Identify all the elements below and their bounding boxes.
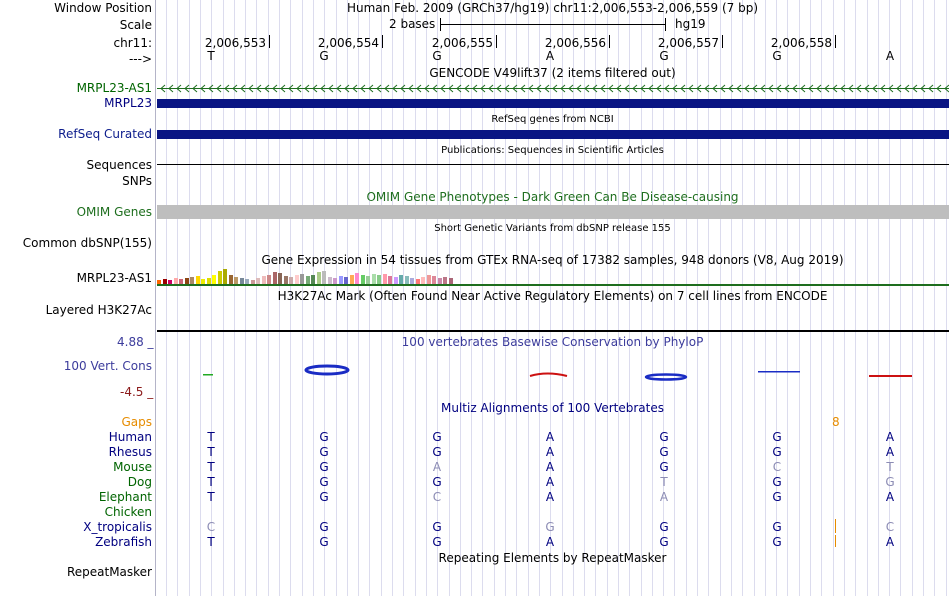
- gtex-tissue-bar[interactable]: [443, 277, 447, 284]
- gtex-tissue-bar[interactable]: [267, 275, 271, 284]
- base-letter: A: [545, 49, 555, 63]
- publications-line: [157, 164, 949, 165]
- h3k27ac-label[interactable]: Layered H3K27Ac: [45, 303, 152, 317]
- aligned-base: A: [545, 460, 555, 474]
- base-letter: A: [885, 49, 895, 63]
- gtex-tissue-bar[interactable]: [306, 276, 310, 284]
- gtex-tissue-bar[interactable]: [322, 271, 326, 284]
- strand-label: --->: [128, 52, 152, 66]
- base-letter: G: [432, 49, 442, 63]
- aligned-base: G: [432, 430, 442, 444]
- aligned-base: G: [772, 535, 782, 549]
- aligned-base: G: [772, 490, 782, 504]
- aligned-base: G: [659, 460, 669, 474]
- aligned-base: A: [885, 490, 895, 504]
- gtex-tissue-bar[interactable]: [218, 271, 222, 284]
- gtex-tissue-bar[interactable]: [427, 275, 431, 284]
- position-label: 2,006,554: [317, 36, 379, 50]
- base-letter: T: [207, 49, 215, 63]
- aligned-base: A: [545, 430, 555, 444]
- position-label: 2,006,557: [657, 36, 719, 50]
- aligned-base: G: [319, 535, 329, 549]
- publications-title: Publications: Sequences in Scientific Articles: [441, 145, 664, 156]
- aligned-base: G: [432, 445, 442, 459]
- gtex-tissue-bar[interactable]: [300, 274, 304, 284]
- gtex-tissue-bar[interactable]: [432, 276, 436, 284]
- gtex-tissue-bar[interactable]: [399, 275, 403, 284]
- aligned-base: A: [545, 445, 555, 459]
- omim-title: OMIM Gene Phenotypes - Dark Green Can Be Disease-causing: [366, 190, 739, 204]
- position-label: 2,006,556: [544, 36, 606, 50]
- aligned-base: T: [207, 460, 215, 474]
- position-label: 2,006,553: [204, 36, 266, 50]
- gencode-title: GENCODE V49lift37 (2 items filtered out): [429, 66, 676, 80]
- aligned-base: A: [885, 445, 895, 459]
- gtex-title: Gene Expression in 54 tissues from GTEx RNA-seq of 17382 samples, 948 donors (V8, Aug 2019): [261, 253, 844, 267]
- label-divider: [155, 0, 156, 596]
- gtex-tissue-bar[interactable]: [394, 277, 398, 284]
- aligned-base: A: [885, 535, 895, 549]
- gtex-tissue-bar[interactable]: [328, 277, 332, 284]
- aligned-base: G: [319, 460, 329, 474]
- refseq-label[interactable]: RefSeq Curated: [58, 127, 152, 141]
- aligned-base: T: [207, 445, 215, 459]
- gtex-tissue-bar[interactable]: [388, 276, 392, 284]
- gtex-tissue-bar[interactable]: [229, 275, 233, 284]
- gencode-item-mrpl23[interactable]: MRPL23: [104, 96, 152, 110]
- gap-marker-2: [835, 535, 836, 547]
- dbsnp-label[interactable]: Common dbSNP(155): [22, 236, 152, 250]
- aligned-base: T: [207, 535, 215, 549]
- gtex-tissue-bar[interactable]: [355, 273, 359, 284]
- gtex-tissue-bar[interactable]: [289, 277, 293, 284]
- snps-label[interactable]: SNPs: [122, 174, 152, 188]
- position-label: 2,006,555: [431, 36, 493, 50]
- gtex-tissue-bar[interactable]: [361, 275, 365, 284]
- cons-max: 4.88 _: [117, 335, 154, 349]
- species-label[interactable]: Rhesus: [108, 445, 152, 459]
- refseq-title: RefSeq genes from NCBI: [491, 114, 614, 125]
- position-tick: [496, 35, 497, 48]
- gtex-tissue-bar[interactable]: [311, 275, 315, 284]
- gtex-tissue-bar[interactable]: [284, 276, 288, 284]
- scale-text: 2 bases: [389, 17, 436, 31]
- omim-label[interactable]: OMIM Genes: [76, 205, 152, 219]
- scale-assembly: hg19: [675, 17, 706, 31]
- species-label[interactable]: Dog: [127, 475, 152, 489]
- position-tick: [609, 35, 610, 48]
- species-label[interactable]: Elephant: [98, 490, 152, 504]
- repeatmasker-title: Repeating Elements by RepeatMasker: [438, 551, 667, 565]
- gap-marker-1: [835, 519, 836, 533]
- gtex-label[interactable]: MRPL23-AS1: [76, 271, 152, 285]
- aligned-base: A: [885, 430, 895, 444]
- multiz-title: Multiz Alignments of 100 Vertebrates: [440, 401, 665, 415]
- omim-gene-bar[interactable]: [157, 205, 949, 219]
- gtex-tissue-bar[interactable]: [223, 269, 227, 284]
- aligned-base: G: [319, 520, 329, 534]
- aligned-base: T: [660, 475, 668, 489]
- gtex-tissue-bar[interactable]: [295, 275, 299, 284]
- position-tick: [722, 35, 723, 48]
- cons-mark-4: [646, 375, 686, 380]
- aligned-base: G: [659, 520, 669, 534]
- base-letter: G: [659, 49, 669, 63]
- aligned-base: G: [659, 430, 669, 444]
- base-letter: G: [772, 49, 782, 63]
- position-label: 2,006,558: [770, 36, 832, 50]
- aligned-base: G: [319, 445, 329, 459]
- aligned-base: G: [772, 520, 782, 534]
- aligned-base: T: [207, 490, 215, 504]
- chrom-label: chr11:: [113, 36, 152, 50]
- cons-mark-5: [758, 371, 800, 373]
- aligned-base: C: [206, 520, 216, 534]
- aligned-base: G: [772, 430, 782, 444]
- gtex-tissue-bar[interactable]: [339, 276, 343, 284]
- gtex-tissue-bar[interactable]: [317, 272, 321, 284]
- window-position-label: Window Position: [54, 1, 152, 15]
- gtex-tissue-bar[interactable]: [278, 273, 282, 284]
- aligned-base: G: [772, 445, 782, 459]
- aligned-base: G: [545, 520, 555, 534]
- aligned-base: G: [772, 475, 782, 489]
- aligned-base: G: [432, 535, 442, 549]
- gtex-tissue-bar[interactable]: [190, 277, 194, 284]
- aligned-base: G: [432, 520, 442, 534]
- species-label[interactable]: X_tropicalis: [83, 520, 152, 534]
- aligned-base: G: [319, 490, 329, 504]
- aligned-base: G: [432, 475, 442, 489]
- gtex-tissue-bar[interactable]: [234, 277, 238, 284]
- gtex-tissue-bar[interactable]: [262, 276, 266, 284]
- cons-mark-1: [203, 374, 213, 376]
- position-tick: [835, 35, 836, 48]
- aligned-base: A: [659, 490, 669, 504]
- position-tick: [382, 35, 383, 48]
- gtex-gene-line: [157, 284, 949, 286]
- aligned-base: T: [207, 430, 215, 444]
- cons-min: -4.5 _: [120, 385, 154, 399]
- aligned-base: A: [545, 490, 555, 504]
- aligned-base: G: [885, 475, 895, 489]
- gtex-tissue-bar[interactable]: [383, 274, 387, 284]
- aligned-base: T: [886, 460, 894, 474]
- gtex-tissue-bar[interactable]: [366, 276, 370, 284]
- h3k27ac-title: H3K27Ac Mark (Often Found Near Active Regulatory Elements) on 7 cell lines from ENCODE: [277, 289, 828, 303]
- gaps-label[interactable]: Gaps: [121, 415, 152, 429]
- gtex-tissue-bar[interactable]: [377, 275, 381, 284]
- aligned-base: C: [885, 520, 895, 534]
- species-label[interactable]: Human: [108, 430, 152, 444]
- aligned-base: T: [207, 475, 215, 489]
- cons-title: 100 vertebrates Basewise Conservation by PhyloP: [401, 335, 704, 349]
- cons-mark-3: [530, 374, 567, 377]
- cons-label[interactable]: 100 Vert. Cons: [63, 359, 152, 373]
- gtex-tissue-bar[interactable]: [421, 277, 425, 284]
- gtex-tissue-bar[interactable]: [212, 275, 216, 284]
- aligned-base: G: [659, 445, 669, 459]
- aligned-base: G: [319, 430, 329, 444]
- refseq-gene[interactable]: [157, 130, 949, 139]
- gtex-tissue-bar[interactable]: [273, 272, 277, 284]
- species-label[interactable]: Zebrafish: [95, 535, 152, 549]
- gtex-tissue-bar[interactable]: [372, 274, 376, 284]
- sequences-label[interactable]: Sequences: [86, 158, 152, 172]
- aligned-base: A: [545, 475, 555, 489]
- aligned-base: A: [432, 460, 442, 474]
- aligned-base: G: [659, 535, 669, 549]
- gtex-tissue-bar[interactable]: [344, 277, 348, 284]
- base-letter: G: [319, 49, 329, 63]
- aligned-base: C: [772, 460, 782, 474]
- gtex-tissue-bar[interactable]: [405, 276, 409, 284]
- aligned-base: A: [545, 535, 555, 549]
- gtex-tissue-bar[interactable]: [350, 275, 354, 284]
- position-tick: [269, 35, 270, 48]
- gtex-tissue-bar[interactable]: [196, 276, 200, 284]
- window-position-value: Human Feb. 2009 (GRCh37/hg19) chr11:2,006,553-2,006,559 (7 bp): [346, 1, 759, 15]
- species-label[interactable]: Mouse: [113, 460, 152, 474]
- mrpl23-gene[interactable]: [157, 99, 949, 108]
- mrpl23-as1-gene[interactable]: [157, 83, 949, 94]
- aligned-base: G: [319, 475, 329, 489]
- aligned-base: C: [432, 490, 442, 504]
- cons-logo: [155, 360, 950, 385]
- repeatmasker-label[interactable]: RepeatMasker: [66, 565, 152, 579]
- species-label[interactable]: Chicken: [104, 505, 152, 519]
- gaps-value: 8: [832, 415, 840, 429]
- h3k27ac-baseline: [157, 330, 949, 332]
- cons-mark-2: [306, 366, 348, 374]
- dbsnp-title: Short Genetic Variants from dbSNP release 155: [434, 223, 671, 234]
- gencode-item-mrpl23-as1[interactable]: MRPL23-AS1: [76, 81, 152, 95]
- scale-label: Scale: [119, 18, 152, 32]
